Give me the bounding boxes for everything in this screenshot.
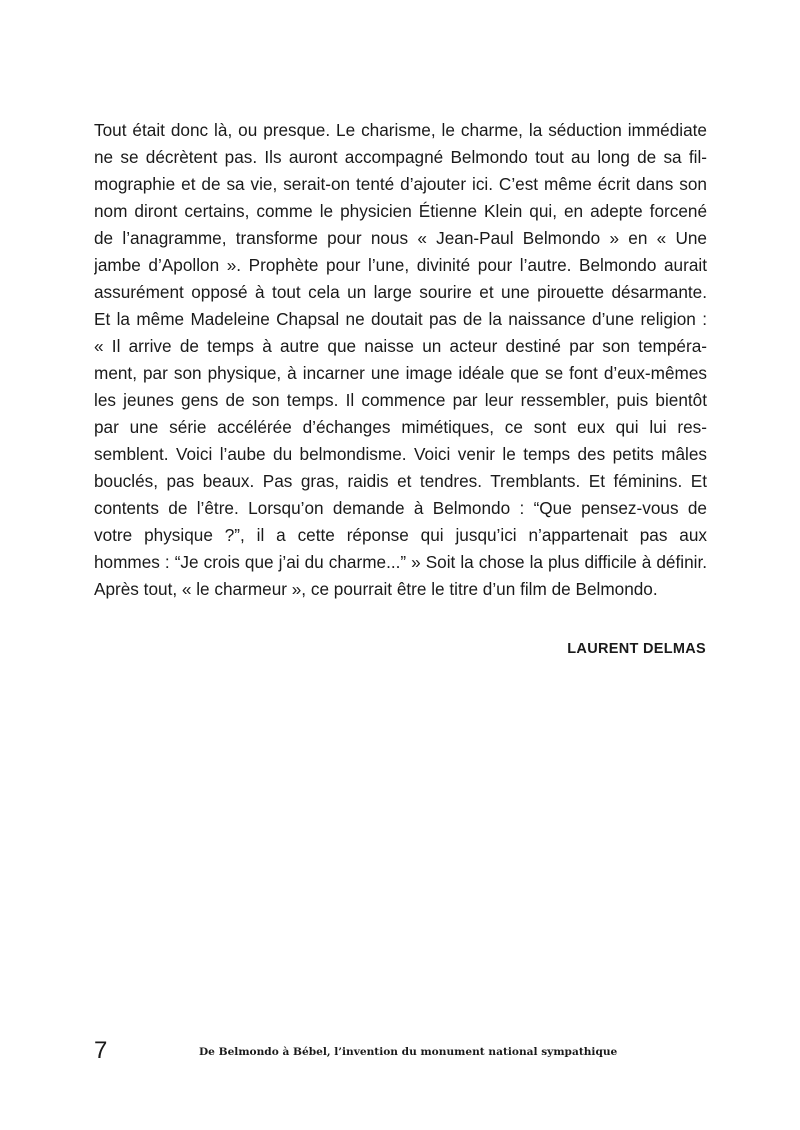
- body-line: semblent. Voici l’aube du belmondisme. Voici venir le temps des petits mâles: [94, 444, 707, 464]
- body-line-last: Après tout, « le charmeur », ce pourrait être le titre d’un film de Belmondo.: [94, 579, 658, 599]
- article-body: [94, 117, 707, 603]
- body-line: de l’anagramme, transforme pour nous « Jean-Paul Belmondo » en « Une: [94, 228, 707, 248]
- body-line: ne se décrètent pas. Ils auront accompagné Belmondo tout au long de sa fil-: [94, 147, 707, 167]
- body-line: mographie et de sa vie, serait-on tenté d’ajouter ici. C’est même écrit dans son: [94, 174, 707, 194]
- body-line: bouclés, pas beaux. Pas gras, raidis et tendres. Tremblants. Et féminins. Et: [94, 471, 707, 491]
- author-signature: LAURENT DELMAS: [567, 641, 706, 657]
- body-line: votre physique ?”, il a cette réponse qui jusqu’ici n’appartenait pas aux: [94, 525, 707, 545]
- body-line: ment, par son physique, à incarner une image idéale que se font d’eux-mêmes: [94, 363, 707, 383]
- body-line: les jeunes gens de son temps. Il commence par leur ressembler, puis bientôt: [94, 390, 707, 410]
- body-line: contents de l’être. Lorsqu’on demande à Belmondo : “Que pensez-vous de: [94, 498, 707, 518]
- body-line: « Il arrive de temps à autre que naisse un acteur destiné par son tempéra-: [94, 336, 707, 356]
- body-line: hommes : “Je crois que j’ai du charme...” » Soit la chose la plus difficile à définir.: [94, 552, 707, 572]
- body-line: Et la même Madeleine Chapsal ne doutait pas de la naissance d’une religion :: [94, 309, 707, 329]
- body-line: nom diront certains, comme le physicien Étienne Klein qui, en adepte forcené: [94, 201, 707, 221]
- body-line: jambe d’Apollon ». Prophète pour l’une, divinité pour l’autre. Belmondo aurait: [94, 255, 707, 275]
- page-number: 7: [94, 1037, 108, 1064]
- body-line: assurément opposé à tout cela un large sourire et une pirouette désarmante.: [94, 282, 707, 302]
- body-line: par une série accélérée d’échanges mimétiques, ce sont eux qui lui res-: [94, 417, 707, 437]
- running-title: De Belmondo à Bébel, l’invention du monument national sympathique: [199, 1046, 618, 1058]
- body-line: Tout était donc là, ou presque. Le charisme, le charme, la séduction immédiate: [94, 120, 707, 140]
